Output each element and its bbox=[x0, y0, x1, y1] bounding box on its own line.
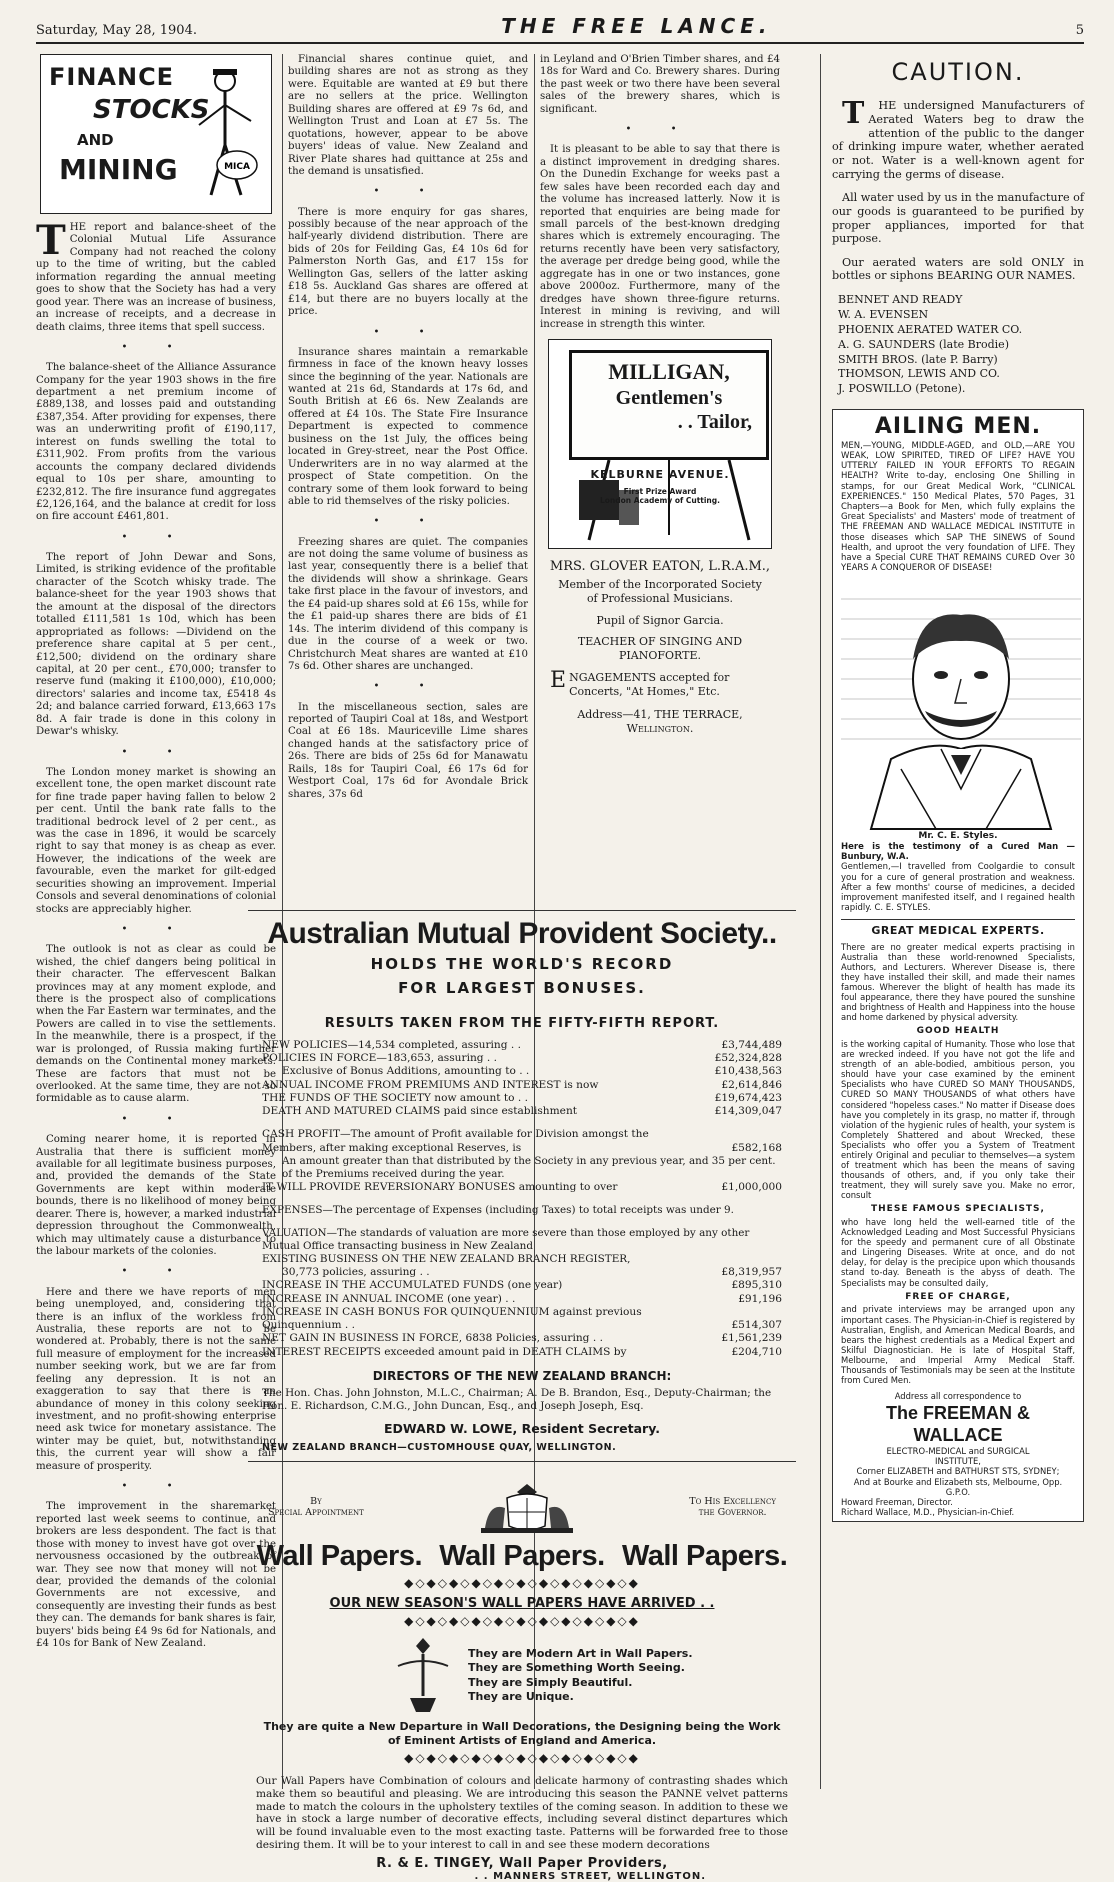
milligan-name: MILLIGAN, bbox=[608, 358, 730, 384]
amp-stat-row bbox=[248, 1346, 796, 1359]
stat-value: £3,744,489 bbox=[721, 1039, 782, 1051]
finance-paragraph: HE report and balance-sheet of the Colonial Mutual Life Assurance Company had not reached the colony up to the time of writing, but the cabled information regarding the annual meeting goes to show that the Society has had a very good year. There was an increase of business, an increase of receipts, and a decrease in death claims, three items that spell success. bbox=[36, 222, 276, 333]
manufacturer: THOMSON, LEWIS AND CO. bbox=[838, 367, 1000, 381]
amp-stat-row bbox=[248, 1181, 796, 1194]
feature-item: They are Unique. bbox=[468, 1690, 574, 1704]
prospector-figure-icon bbox=[189, 65, 261, 205]
finance-paragraph: Financial shares continue quiet, and building shares are not as strong as they were. Equitable are wanted at £9 but there are no sellers at the price. Wellington Building shares are offered at £9 7s 6d, and Wellington Trust and Loan at £7 5s. The quotations, however, appear to be above buyers' ideas of value. New Zealand and River Plate shares had quittance at 25s and the demand is unsatisfied. bbox=[288, 54, 528, 177]
finance-paragraph: The London money market is showing an excellent tone, the open market discount rate for fine trade paper having fallen to below 2 per cent. Until the bank rate falls to the traditional bedrock level of 2 per cent., as was the case in 1896, it would be scarcely right to say that money is as cheap as ever. However, the indications of the week are favourable, even the market for gilt-edged securities showing an improvement. Imperial Consols and several denominations of colonial stocks are appreciably higher. bbox=[36, 766, 276, 915]
section-separator: • • bbox=[625, 124, 695, 136]
amp-stat-row bbox=[248, 1293, 796, 1306]
feature-item: They are Simply Beautiful. bbox=[468, 1675, 633, 1689]
ailing-men-ad bbox=[832, 409, 1084, 1522]
column-rule bbox=[820, 54, 821, 1789]
finance-paragraph: Insurance shares maintain a remarkable firmness in face of the known heavy losses since the beginning of the year. Nationals are wanted at 21s 6d, Standards at 17s 6d, and South British at £6 6s. New Zealands are offered at £4 10s. The State Fire Insurance Department is expected to commence business on the 1st July, the offices being located in Grey-street, near the Post Office. Underwriters are in no way alarmed at the prospect of State competition. On the contrary some of them look forward to being able to rid themselves of the risky policies. bbox=[288, 346, 528, 507]
stat-label: CASH PROFIT—The amount of Profit available for Division amongst the Members, after making exceptional Reserves, is bbox=[262, 1128, 649, 1154]
issue-date: Saturday, May 28, 1904. bbox=[36, 23, 197, 38]
section-separator: • • bbox=[373, 186, 443, 198]
stat-value: £204,710 bbox=[731, 1345, 782, 1358]
specialists-heading: THESE FAMOUS SPECIALISTS, bbox=[871, 1204, 1045, 1215]
new-departure-line: They are quite a New Departure in Wall Decorations, the Designing being the Work bbox=[263, 1719, 781, 1733]
page-number: 5 bbox=[1075, 23, 1084, 38]
amp-subtitle: HOLDS THE WORLD'S RECORD bbox=[370, 955, 674, 973]
amp-stat-row bbox=[248, 1266, 796, 1279]
caution-ad bbox=[832, 58, 1084, 397]
milligan-tailor-ad bbox=[548, 339, 772, 549]
wall-papers-title: Wall Papers. bbox=[256, 1539, 423, 1572]
address-all: Address all correspondence to bbox=[894, 1391, 1022, 1402]
section-separator: • • bbox=[121, 746, 191, 758]
logo-word-stocks: STOCKS bbox=[93, 95, 210, 125]
finance-paragraph: The outlook is not as clear as could be wished, the chief dangers being political in their character. The effervescent Balkan provinces may at any moment explode, and there is the prospect also of complications when the Far Eastern war terminates, and the Powers are called in to vise the settlements. In the meanwhile, there is a prospect, if the war is prolonged, of Russia making further demands on the Continental money markets. These are factors that must not be overlooked. At the same time, they are not so formidable as to cause alarm. bbox=[36, 944, 276, 1105]
drop-cap: T bbox=[842, 96, 865, 132]
stat-value: £91,196 bbox=[738, 1292, 782, 1305]
stat-value: £52,324,828 bbox=[714, 1052, 782, 1065]
existing-business: EXISTING BUSINESS ON THE NEW ZEALAND BRANCH REGISTER, bbox=[262, 1253, 631, 1266]
finance-column-1 bbox=[36, 54, 276, 1789]
stat-label: INCREASE IN THE ACCUMULATED FUNDS (one year) bbox=[262, 1279, 563, 1292]
stat-value: £14,309,047 bbox=[714, 1105, 782, 1118]
wall-papers-body: Our Wall Papers have Combination of colours and delicate harmony of contrasting shades which make them so beautiful and pleasing. We are introducing this season the PANNE velvet patterns made to match the colours in the upholstery textiles of the coming season. In addition to these we have in stock a large number of decorative effects, including several distinct departures which will be found invaluable even to the most exacting taste. Patterns will be forwarded free to those desiring them. It will be to your interest to call in and see these modern decorations bbox=[256, 1775, 788, 1851]
amp-stat-row bbox=[248, 1128, 796, 1154]
stat-value: £895,310 bbox=[731, 1279, 782, 1292]
section-separator: • • bbox=[121, 531, 191, 543]
section-separator: • • bbox=[373, 326, 443, 338]
expenses-note: EXPENSES—The percentage of Expenses (including Taxes) to total receipts was under 9. bbox=[262, 1204, 734, 1217]
cash-profit-note: An amount greater than that distributed by the Society in any previous year, and 35 per cent. of the Premiums received during the year. bbox=[282, 1154, 776, 1180]
manufacturer: A. G. SAUNDERS (late Brodie) bbox=[838, 337, 1009, 351]
portrait-name: Mr. C. E. Styles. bbox=[918, 831, 998, 842]
glover-member: Member of the Incorporated Society bbox=[558, 578, 762, 592]
stat-label: IT WILL PROVIDE REVERSIONARY BONUSES amounting to over bbox=[262, 1180, 618, 1193]
glover-pupil: Pupil of Signor Garcia. bbox=[596, 613, 724, 627]
finance-paragraph: The report of John Dewar and Sons, Limited, is striking evidence of the profitable character of the Scotch whisky trade. The balance-sheet for the year 1903 shows that the amount at the disposal of the directors totalled £111,581 1s 10d, which has been appropriated as follows: —Dividend on the preference share capital at 5 per cent., £12,500; dividend on the ordinary share capital, at 20 per cent., £70,000; transfer to reserve fund (making it £100,000), £10,000; directors' salaries and income tax, £5418 4s 2d; and balance carried forward, £13,663 17s 8d. A fair trade is done in this colony in Dewar's whisky. bbox=[36, 552, 276, 738]
finance-paragraph: There is more enquiry for gas shares, possibly because of the near approach of the half-yearly dividend distribution. There are bids of 20s for Feilding Gas, £4 10s 6d for Palmerston North Gas, and £17 15s for Wellington Gas, sellers of the latter asking £18 5s. Auckland Gas shares are offered at £14, but there are no buyers locally at the price. bbox=[288, 206, 528, 318]
experts-paragraph: who have long held the well-earned title of the Acknowledged Leading and Most Successful Physicians for the speedy and permanent cure of all Obstinate and Lingering Diseases. Write at once, and do not delay, for delay is the precipice upon which thousands stand to-day. Beneath is the abyss of death. The Specialists may be consulted daily, bbox=[841, 1217, 1075, 1288]
caution-title: CAUTION. bbox=[891, 58, 1025, 86]
firm-subtitle: ELECTRO-MEDICAL and SURGICAL bbox=[886, 1446, 1030, 1457]
new-departure bbox=[248, 1720, 796, 1749]
glover-city: Wellington. bbox=[626, 722, 694, 736]
amp-stat-row bbox=[248, 1306, 796, 1332]
experts-paragraph: and private interviews may be arranged upon any important cases. The Physician-in-Chief is registered by Australian, English, and American Medical Boards, and bears the highest credentials as a Medical Expert and Skilful Diagnostician. He is late of Hospital Staff, Melbourne, and Imperial Army Medical Staff. Thousands of Testimonials may be seen at the Institute from Cured Men. bbox=[841, 1304, 1075, 1385]
directors-list: The Hon. Chas. John Johnston, M.L.C., Chairman; A. De B. Brandon, Esq., Deputy-Chairman; the Hon. E. Richardson, C.M.G., John Duncan, Esq., and Joseph Joseph, Esq. bbox=[262, 1386, 772, 1412]
manufacturer: W. A. EVENSEN bbox=[838, 307, 929, 321]
milligan-award-source: London Academy of Cutting. bbox=[600, 496, 720, 506]
good-health-heading: GOOD HEALTH bbox=[916, 1026, 1000, 1037]
caution-paragraph: HE undersigned Manufacturers of Aerated Waters beg to draw the attention of the public to the danger of drinking impure water, whether aerated or not. Water is a well-known agent for carrying the germs of disease. bbox=[832, 99, 1084, 181]
right-column bbox=[832, 54, 1084, 1789]
melbourne-address: And at Bourke and Elizabeth sts, Melbourne, Opp. G.P.O. bbox=[853, 1476, 1063, 1497]
feature-item: They are Modern Art in Wall Papers. bbox=[468, 1647, 693, 1661]
finance-stocks-mining-logo bbox=[40, 54, 272, 214]
stat-value: £1,000,000 bbox=[721, 1180, 782, 1193]
amp-stat-row bbox=[248, 1332, 796, 1345]
finance-paragraph: in Leyland and O'Brien Timber shares, and £4 18s for Ward and Co. Brewery shares. During the past week or two there have been several sales of the brewery shares, which is significant. bbox=[540, 54, 780, 115]
experts-title: GREAT MEDICAL EXPERTS. bbox=[871, 924, 1045, 938]
stat-value: £514,307 bbox=[731, 1319, 782, 1332]
manufacturer: PHOENIX AERATED WATER CO. bbox=[838, 322, 1023, 336]
amp-stat-row bbox=[248, 1092, 796, 1105]
drop-cap: E bbox=[550, 667, 567, 693]
tingey-firm: R. & E. TINGEY, Wall Paper Providers, bbox=[376, 1855, 668, 1871]
firm-subtitle-2: INSTITUTE, bbox=[935, 1456, 981, 1467]
ailing-text: MEN,—YOUNG, MIDDLE-AGED, and OLD,—ARE YOU WEAK, LOW SPIRITED, TIRED OF LIFE? HAVE YOU UTTERLY FAILED IN YOUR EFFORTS TO REGAIN HEALTH? Write to-day, enclosing One Shilling in stamps, for our Great Medical Work, "CLINICAL EXPERIENCES." 150 Medical Plates, 570 Pages, 31 Chapters—a Book for Men, which fully explains the Great Specialists' and Masters' mode of treatment of THE FREEMAN AND WALLACE MEDICAL INSTITUTE in those diseases which SAP THE SINEWS of Sound Health, and uproot the very foundation of LIFE. They have a Special CURE THAT REMAINS CURED Over 30 YEARS A CONQUEROR OF DISEASE! bbox=[841, 440, 1075, 574]
finance-paragraph: It is pleasant to be able to say that there is a distinct improvement in dredging shares. On the Dunedin Exchange for weeks past a few sales have been recorded each day and the volume has increased latterly. Now it is reported that enquiries are being made for small parcels of the best-known dredging shares which is extremely encouraging. The returns recently have been very satisfactory, the average per dredge being good, while the aggregate has in one or two instances, gone above 2000oz. Furthermore, many of the dredges have shown three-figure returns. Interest in mining is reviving, and will increase in strength this winter. bbox=[540, 144, 780, 330]
logo-badge: MICA bbox=[224, 162, 250, 172]
amp-stat-row bbox=[248, 1065, 796, 1078]
branch-address: NEW ZEALAND BRANCH—CUSTOMHOUSE QUAY, WELLINGTON. bbox=[262, 1441, 617, 1453]
special-appointment: Special Appointment bbox=[268, 1506, 364, 1518]
royal-arms-icon bbox=[467, 1478, 587, 1536]
finance-paragraph: In the miscellaneous section, sales are reported of Taupiri Coal at 18s, and Westport Coal at £6 18s. Mauriceville Lime shares changed hands at the satisfactory price of 26s. There are bids of 25s 6d for Manawatu Rails, 18s for Taupiri Coal, £6 17s 6d for Westport Coal, 17s 6d for Avondale Brick shares, 37s 6d bbox=[288, 701, 528, 800]
wall-papers-ad bbox=[248, 1461, 796, 1882]
glover-name: MRS. GLOVER EATON, L.R.A.M., bbox=[549, 558, 771, 574]
by-label: By bbox=[310, 1495, 322, 1507]
stat-label: INCREASE IN ANNUAL INCOME (one year) . . bbox=[262, 1292, 516, 1305]
masthead bbox=[36, 14, 1084, 44]
section-separator: • • bbox=[121, 1481, 191, 1493]
manufacturer: J. POSWILLO (Petone). bbox=[838, 382, 966, 396]
corner-address: Corner ELIZABETH and BATHURST STS, SYDNEY; bbox=[856, 1466, 1060, 1477]
new-departure-line-2: of Eminent Artists of England and America. bbox=[387, 1734, 657, 1748]
finance-column-2 bbox=[288, 54, 528, 933]
lamp-icon bbox=[388, 1636, 458, 1716]
section-separator: • • bbox=[121, 924, 191, 935]
paper-title: THE FREE LANCE. bbox=[501, 14, 772, 38]
section-separator: • • bbox=[121, 341, 191, 353]
logo-word-mining: MINING bbox=[59, 153, 178, 186]
testimony: Gentlemen,—I travelled from Coolgardie to consult you for a cure of general prostration and weakness. After a few months' course of medicines, a decided improvement manifested itself, and I regained health rapidly. C. E. STYLES. bbox=[841, 862, 1075, 914]
manufacturer-list bbox=[838, 293, 1084, 397]
stat-label: Exclusive of Bonus Additions, amounting to . . bbox=[282, 1065, 530, 1078]
amp-stat-row bbox=[248, 1052, 796, 1065]
resident-secretary: EDWARD W. LOWE, Resident Secretary. bbox=[384, 1420, 660, 1436]
milligan-street: KELBURNE AVENUE. bbox=[590, 467, 730, 481]
stat-label: NET GAIN IN BUSINESS IN FORCE, 6838 Policies, assuring . . bbox=[262, 1332, 603, 1345]
amp-stat-row bbox=[248, 1039, 796, 1052]
glover-member-2: of Professional Musicians. bbox=[586, 591, 734, 605]
finance-paragraph: Freezing shares are quiet. The companies are not doing the same volume of business as last year, consequently there is a belief that the dividends will show a shrinkage. Gears take first place in the favour of investors, and the £4 paid-up shares sold at £6 15s, while for the £1 paid-up shares there are bids of £1 14s. The interim dividend of this company is due in the course of a week or two. Christchurch Meat shares are wanted at £10 7s 6d. Other shares are unchanged. bbox=[288, 536, 528, 672]
caution-paragraph: Our aerated waters are sold ONLY in bottles or siphons BEARING OUR NAMES. bbox=[832, 255, 1084, 283]
amp-title: Australian Mutual Provident Society.. bbox=[267, 917, 777, 950]
amp-society-ad bbox=[248, 910, 796, 1882]
valuation-note: VALUATION—The standards of valuation are more severe than those employed by any other Mutual Office transacting business in New Zealand bbox=[262, 1227, 750, 1253]
royal-appointment bbox=[248, 1478, 796, 1536]
amp-stat-row bbox=[248, 1105, 796, 1118]
section-separator: • • bbox=[373, 681, 443, 693]
stat-value: £19,674,423 bbox=[714, 1091, 782, 1104]
experts-paragraph: There are no greater medical experts practising in Australia than these world-renowned Specialists, Authors, and Lecturers. Wherever Disease is, there they have installed their skill, and made their names famous. Wherever the blight of health has made its foul appearance, there they have poured the sunshine and brightness of Health and Happiness into the house and home darkened by physical adversity. bbox=[841, 941, 1075, 1023]
finance-paragraph: Coming nearer home, it is reported in Australia that there is sufficient money available for all legitimate business purposes, and, provided the demands of the State Governments are kept within moderate bounds, there is no likelihood of money being dearer. There is, however, a marked industrial depression throughout the Commonwealth, which may ultimately cause a disturbance to the labour markets of the colonies. bbox=[36, 1134, 276, 1257]
wall-papers-title: Wall Papers. bbox=[621, 1539, 788, 1572]
stat-value: £10,438,563 bbox=[714, 1065, 782, 1078]
milligan-details bbox=[549, 464, 771, 506]
ornament-divider: ◆◇◆◇◆◇◆◇◆◇◆◇◆◇◆◇◆◇◆◇◆ bbox=[404, 1575, 640, 1590]
section-separator: • • bbox=[121, 1113, 191, 1125]
stat-label: THE FUNDS OF THE SOCIETY now amount to . . bbox=[262, 1091, 529, 1104]
wall-papers-title-row bbox=[248, 1540, 796, 1573]
portrait-subcaption: Here is the testimony of a Cured Man — Bunbury, W.A. bbox=[841, 842, 1075, 863]
milligan-award: First Prize Award bbox=[623, 487, 697, 497]
glover-teacher-2: PIANOFORTE. bbox=[619, 649, 701, 663]
stat-label: 30,773 policies, assuring . . bbox=[282, 1266, 430, 1279]
manufacturer: SMITH BROS. (late P. Barry) bbox=[838, 352, 998, 366]
amp-subtitle-2: FOR LARGEST BONUSES. bbox=[398, 978, 646, 997]
wall-papers-features bbox=[248, 1636, 796, 1716]
portrait-illustration-icon bbox=[841, 579, 1081, 829]
to-his-excellency: To His Excellency bbox=[689, 1495, 776, 1507]
amp-stat-row bbox=[248, 1279, 796, 1292]
director: Howard Freeman, Director. bbox=[841, 1496, 953, 1507]
stat-value: £1,561,239 bbox=[721, 1332, 782, 1345]
stat-label: POLICIES IN FORCE—183,653, assuring . . bbox=[262, 1052, 498, 1065]
stat-value: £8,319,957 bbox=[721, 1266, 782, 1279]
stat-label: ANNUAL INCOME FROM PREMIUMS AND INTEREST is now bbox=[262, 1078, 599, 1091]
feature-list bbox=[468, 1647, 693, 1704]
finance-column-3 bbox=[540, 54, 780, 933]
tingey-street: . . MANNERS STREET, WELLINGTON. bbox=[474, 1870, 706, 1882]
free-of-charge-heading: FREE OF CHARGE, bbox=[905, 1291, 1011, 1302]
finance-paragraph: The improvement in the sharemarket reported last week seems to continue, and brokers are less despondent. The fact is that those with money to invest have got over the nervousness occasioned by the outbreak of war. They see now that money will not be dear, provided the demands of the colonial Governments are not excessive, and consequently are investing their funds as best they can. The demands for bank shares is fair, buyers' bids being £4 9s 6d for Nationals, and £4 10s for Bank of New Zealand. bbox=[36, 1501, 276, 1650]
physician: Richard Wallace, M.D., Physician-in-Chief. bbox=[841, 1506, 1015, 1517]
glover-teacher: TEACHER OF SINGING AND bbox=[577, 635, 743, 649]
finance-paragraph: Here and there we have reports of men being unemployed, and, considering that there is an influx of the workless from Australia, these reports are not to be wondered at. Probably, there is not the same full measure of employment for the increased number seeking work, but we are far from feeling any depression. It is not an exaggeration to say that there is an abundance of money in this colony seeking investment, and no profit-showing enterprise need ask twice for monetary assistance. The winter may be quiet, but, notwithstanding this, the current year will show a fair measure of prosperity. bbox=[36, 1286, 276, 1472]
stat-label: INTEREST RECEIPTS exceeded amount paid in DEATH CLAIMS by bbox=[262, 1345, 627, 1358]
glover-address: Address—41, THE TERRACE, bbox=[577, 708, 743, 722]
manufacturer: BENNET AND READY bbox=[838, 293, 963, 307]
directors-heading: DIRECTORS OF THE NEW ZEALAND BRANCH: bbox=[372, 1368, 672, 1383]
ornament-divider: ◆◇◆◇◆◇◆◇◆◇◆◇◆◇◆◇◆◇◆◇◆ bbox=[404, 1613, 640, 1628]
logo-word-finance: FINANCE bbox=[49, 63, 175, 91]
the-governor: the Governor. bbox=[698, 1506, 767, 1518]
glover-eaton-ad bbox=[540, 559, 780, 736]
new-season-heading: OUR NEW SEASON'S WALL PAPERS HAVE ARRIVED . . bbox=[329, 1595, 715, 1611]
portrait-caption bbox=[841, 831, 1075, 913]
feature-item: They are Something Worth Seeing. bbox=[468, 1661, 685, 1675]
section-separator: • • bbox=[121, 1266, 191, 1278]
milligan-tailor: . . Tailor, bbox=[677, 411, 752, 434]
stat-label: NEW POLICIES—14,534 completed, assuring . . bbox=[262, 1039, 521, 1051]
stat-value: £582,168 bbox=[731, 1141, 782, 1154]
ornament-divider: ◆◇◆◇◆◇◆◇◆◇◆◇◆◇◆◇◆◇◆◇◆ bbox=[404, 1751, 640, 1766]
milligan-gentlemens: Gentlemen's bbox=[615, 386, 723, 409]
stat-label: DEATH AND MATURED CLAIMS paid since establishment bbox=[262, 1105, 578, 1118]
experts-paragraph: is the working capital of Humanity. Those who lose that are wrecked indeed. If you have not got the life and strength of an able-bodied, ambitious person, you should have your case examined by the eminent Specialists who have CURED SO MANY THOUSANDS, CURED SO MANY THOUSANDS of what others have considered "hopeless cases." No matter if Disease does have you completely in its grasp, no matter if, through violation of the hygienic rules of health, your system is Completely Shattered and about Wrecked, these Specialists who offer you a System of Treatment entirely Original and peculiar to themselves—a system of treatment which has been the means of saving thousands of others, and, if you only take their treatment, they will surely save you. Make no error, consult bbox=[841, 1039, 1075, 1201]
results-heading: RESULTS TAKEN FROM THE FIFTY-FIFTH REPORT. bbox=[324, 1016, 720, 1031]
stat-value: £2,614,846 bbox=[721, 1078, 782, 1091]
logo-word-and: AND bbox=[77, 131, 114, 149]
wall-papers-title: Wall Papers. bbox=[439, 1539, 605, 1572]
glover-engagements: NGAGEMENTS accepted for Concerts, "At Homes," Etc. bbox=[569, 670, 730, 698]
amp-stat-row bbox=[248, 1079, 796, 1092]
milligan-signboard bbox=[569, 350, 769, 460]
finance-paragraph: The balance-sheet of the Alliance Assurance Company for the year 1903 shows in the fire department a net premium income of £889,138, and losses paid and outstanding £387,354. After providing for expenses, there was an underwriting profit of £190,117, interest on funds swelling the total to £311,902. From profits from the various accounts the company declared dividends equal to 10s per share, amounting to £232,812. The fire insurance fund aggregates £2,126,164, and the balance at credit for loss on fire account £461,801. bbox=[36, 362, 276, 523]
medical-experts-section bbox=[841, 919, 1075, 1516]
drop-cap: T bbox=[36, 217, 66, 264]
freeman-wallace-firm: The FREEMAN & WALLACE bbox=[886, 1403, 1030, 1445]
caution-paragraph: All water used by us in the manufacture of our goods is guaranteed to be purified by proper appliances, imported for that purpose. bbox=[832, 191, 1084, 246]
section-separator: • • bbox=[373, 516, 443, 528]
stat-label: INCREASE IN CASH BONUS FOR QUINQUENNIUM against previous Quinquennium . . bbox=[262, 1305, 642, 1332]
ailing-title: AILING MEN. bbox=[874, 414, 1042, 440]
